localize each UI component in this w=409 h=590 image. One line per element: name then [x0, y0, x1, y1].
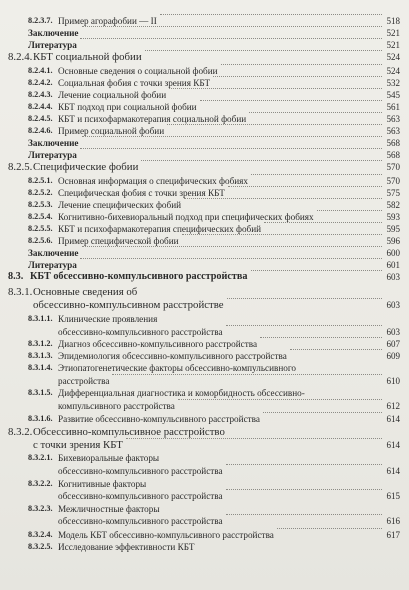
toc-entry-number: 8.3. — [8, 271, 24, 282]
toc-entry-title: Дифференциальная диагностика и коморбидность обсессивно- — [58, 388, 305, 398]
toc-entry-title: КБТ и психофармакотерапия социальной фобии — [58, 114, 247, 124]
toc-entry-title: Заключение — [28, 248, 79, 258]
toc-page-number: 614 — [386, 466, 400, 476]
toc-entry-number: 8.2.5.2. — [28, 188, 53, 197]
toc-entry-title: Лечение социальной фобии — [58, 90, 167, 100]
toc-page-number: 609 — [386, 351, 400, 361]
toc-page-number: 595 — [386, 224, 400, 234]
toc-leader-dots — [82, 246, 382, 247]
toc-leader-dots — [251, 174, 382, 175]
toc-entry-number: 8.2.4. — [8, 51, 33, 63]
toc-entry-number: 8.2.3.7. — [28, 16, 53, 25]
toc-entry-number: 8.3.1.2. — [28, 339, 53, 348]
toc-entry-number: 8.2.5.5. — [28, 224, 53, 233]
toc-entry-title: Этиопатогенетические факторы обсессивно-компульсивного — [58, 363, 297, 373]
toc-entry-title: Обсессивно-компульсивное расстройство — [33, 426, 225, 438]
toc-leader-dots — [264, 222, 382, 223]
toc-entry-title: Основные сведения о социальной фобии — [58, 66, 218, 76]
toc-leader-dots — [317, 210, 382, 211]
toc-page-number: 601 — [386, 260, 400, 270]
toc-entry-number: 8.2.4.1. — [28, 66, 53, 75]
toc-entry-number: 8.2.5.1. — [28, 176, 53, 185]
toc-leader-dots — [277, 528, 382, 529]
toc-entry-title: Литература — [28, 40, 77, 50]
toc-entry-number: 8.2.4.5. — [28, 114, 53, 123]
toc-entry-title: обсессивно-компульсивного расстройства — [58, 516, 223, 526]
toc-entry-number: 8.3.2.5. — [28, 542, 53, 551]
toc-leader-dots — [184, 198, 382, 199]
toc-page-number: 612 — [386, 401, 400, 411]
toc-leader-dots — [80, 38, 382, 39]
toc-entry-title: Пример социальной фобии — [58, 126, 165, 136]
toc-page-number: 524 — [386, 66, 400, 76]
toc-page-number: 561 — [386, 102, 400, 112]
toc-page-number: 616 — [386, 516, 400, 526]
toc-leader-dots — [169, 88, 382, 89]
toc-entry-title: Пример агорафобии — II — [58, 16, 157, 26]
toc-entry-title: Развитие обсессивно-компульсивного расстройства — [58, 414, 260, 424]
toc-leader-dots — [290, 349, 382, 350]
toc-leader-dots — [80, 258, 382, 259]
toc-entry-title: Заключение — [28, 28, 79, 38]
toc-entry-number: 8.2.4.2. — [28, 78, 53, 87]
toc-page-number: 603 — [386, 327, 400, 337]
toc-leader-dots — [145, 50, 382, 51]
toc-entry-title: КБТ социальной фобии — [33, 51, 142, 63]
toc-entry-number: 8.3.2. — [8, 426, 33, 438]
toc-page-number: 610 — [386, 376, 400, 386]
toc-entry-title: Лечение специфических фобий — [58, 200, 182, 210]
toc-entry-title: Эпидемиология обсессивно-компульсивного расстройства — [58, 351, 287, 361]
toc-leader-dots — [260, 337, 382, 338]
toc-entry-number: 8.3.1.6. — [28, 414, 53, 423]
toc-entry-title: Социальная фобия с точки зрения КБТ — [58, 78, 211, 88]
toc-leader-dots — [228, 186, 382, 187]
toc-leader-dots — [249, 112, 382, 113]
toc-entry-number: 8.3.2.1. — [28, 453, 53, 462]
toc-leader-dots — [141, 160, 382, 161]
toc-leader-dots — [80, 148, 382, 149]
toc-entry-title: обсессивно-компульсивного расстройства — [58, 491, 223, 501]
toc-entry-title: Основные сведения об — [33, 286, 138, 298]
toc-page-number: 575 — [386, 188, 400, 198]
toc-page-number: 524 — [386, 52, 400, 62]
toc-page-number: 568 — [386, 138, 400, 148]
toc-entry-number: 8.2.5. — [8, 161, 33, 173]
toc-entry-number: 8.3.1.1. — [28, 314, 53, 323]
toc-leader-dots — [226, 325, 382, 326]
toc-leader-dots — [221, 64, 382, 65]
toc-entry-number: 8.2.5.4. — [28, 212, 53, 221]
toc-page-number: 532 — [386, 78, 400, 88]
toc-entry-title: Межличностные факторы — [58, 504, 160, 514]
toc-entry-number: 8.3.1. — [8, 286, 33, 298]
toc-leader-dots — [126, 438, 382, 439]
toc-entry-title: КБТ и психофармакотерапия специфических фобий — [58, 224, 262, 234]
toc-leader-dots — [226, 489, 382, 490]
toc-leader-dots — [213, 76, 382, 77]
toc-entry-title: Заключение — [28, 138, 79, 148]
toc-page-number: 518 — [386, 16, 400, 26]
toc-page-number: 614 — [386, 414, 400, 424]
toc-leader-dots — [251, 270, 382, 271]
toc-entry-title: компульсивного расстройства — [58, 401, 175, 411]
toc-page-number: 614 — [386, 440, 400, 450]
toc-leader-dots — [167, 124, 382, 125]
toc-page-number: 617 — [386, 530, 400, 540]
toc-entry-number: 8.3.1.4. — [28, 363, 53, 372]
toc-entry-title: Основная информация о специфических фобиях — [58, 176, 248, 186]
toc-leader-dots — [200, 100, 382, 101]
toc-entry-title: Специфические фобии — [33, 161, 139, 173]
toc-entry-title: Модель КБТ обсессивно-компульсивного расстройства — [58, 530, 274, 540]
toc-page-number: 521 — [386, 40, 400, 50]
toc-page-number: 600 — [386, 248, 400, 258]
toc-leader-dots — [112, 374, 382, 375]
toc-entry-title: Пример специфической фобии — [58, 236, 179, 246]
toc-leader-dots — [227, 298, 382, 299]
toc-entry-title: Бихевиоральные факторы — [58, 453, 160, 463]
toc-page-number: 570 — [386, 162, 400, 172]
toc-entry-title: Когнитивные факторы — [58, 479, 147, 489]
toc-leader-dots — [226, 464, 382, 465]
toc-leader-dots — [160, 14, 382, 15]
toc-leader-dots — [182, 234, 382, 235]
toc-entry-title: КБТ подход при социальной фобии — [58, 102, 197, 112]
toc-page-number: 545 — [386, 90, 400, 100]
toc-entry-title: обсессивно-компульсивного расстройства — [58, 466, 223, 476]
toc-leader-dots — [226, 514, 382, 515]
toc-entry-title: Когнитивно-бихевиоральный подход при специфических фобиях — [58, 212, 314, 222]
toc-entry-title: Литература — [28, 150, 77, 160]
toc-entry-title: расстройства — [58, 376, 110, 386]
toc-entry-number: 8.3.2.4. — [28, 530, 53, 539]
toc-entry-number: 8.2.5.3. — [28, 200, 53, 209]
toc-entry-number: 8.2.4.3. — [28, 90, 53, 99]
toc-page-number: 607 — [386, 339, 400, 349]
toc-entry-number: 8.3.1.3. — [28, 351, 53, 360]
toc-entry-title: Литература — [28, 260, 77, 270]
toc-entry-number: 8.3.2.3. — [28, 504, 53, 513]
toc-leader-dots — [82, 136, 382, 137]
toc-page-number: 582 — [386, 200, 400, 210]
toc-entry-number: 8.3.1.5. — [28, 388, 53, 397]
toc-entry-number: 8.3.2.2. — [28, 479, 53, 488]
toc-leader-dots — [263, 412, 382, 413]
toc-entry-title: Исследование эффективности КБТ — [58, 542, 195, 552]
toc-entry-title: Специфическая фобия с точки зрения КБТ — [58, 188, 225, 198]
toc-page-number: 603 — [386, 300, 400, 310]
toc-entry-title: с точки зрения КБТ — [33, 439, 123, 451]
toc-entry-title: Диагноз обсессивно-компульсивного расстройства — [58, 339, 258, 349]
toc-entry-number: 8.2.5.6. — [28, 236, 53, 245]
toc-leader-dots — [178, 399, 382, 400]
toc-entry-title: обсессивно-компульсивном расстройстве — [33, 299, 224, 311]
toc-leader-dots — [82, 26, 382, 27]
toc-page-number: 568 — [386, 150, 400, 160]
toc-entry-number: 8.2.4.4. — [28, 102, 53, 111]
toc-page-number: 615 — [386, 491, 400, 501]
toc-page-number: 603 — [386, 272, 400, 282]
toc-page-number: 570 — [386, 176, 400, 186]
toc-page-number: 563 — [386, 114, 400, 124]
toc-entry-title: Клинические проявления — [58, 314, 158, 324]
toc-page-number: 593 — [386, 212, 400, 222]
toc-entry-title: КБТ обсессивно-компульсивного расстройства — [30, 271, 248, 282]
toc-page-number: 521 — [386, 28, 400, 38]
toc-entry-title: обсессивно-компульсивного расстройства — [58, 327, 223, 337]
toc-entry-number: 8.2.4.6. — [28, 126, 53, 135]
toc-page-number: 596 — [386, 236, 400, 246]
toc-page-number: 563 — [386, 126, 400, 136]
